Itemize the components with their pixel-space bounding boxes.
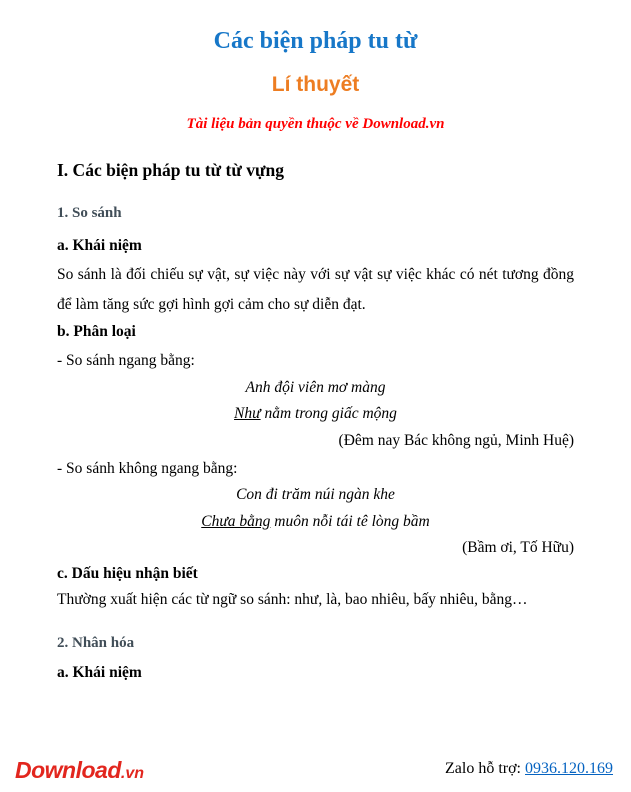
underlined-comparison-word: Chưa bằng — [201, 513, 271, 530]
page-footer — [0, 748, 631, 792]
verse-line: Anh đội viên mơ màng — [245, 379, 386, 396]
underlined-comparison-word: Như — [234, 405, 261, 422]
type-equal-comparison-label: - So sánh ngang bằng: — [57, 352, 195, 369]
copyright-notice: Tài liệu bản quyền thuộc về Download.vn — [186, 116, 445, 132]
zalo-support-line — [445, 758, 613, 780]
section-heading-lexical-devices: I. Các biện pháp tu từ từ vựng — [57, 160, 284, 180]
concept-paragraph: So sánh là đối chiếu sự vật, sự việc này với sự vật sự việc khác có nét tương đồng để làm tăng sức gợi hình gợi cảm cho sự diễn đạt. — [57, 266, 574, 313]
verse-attribution: (Bầm ơi, Tố Hữu) — [462, 539, 574, 556]
logo-domain-suffix: .vn — [120, 765, 145, 782]
logo-wordmark: Download — [15, 757, 121, 783]
type-unequal-comparison-label: - So sánh không ngang bằng: — [57, 460, 238, 477]
zalo-support-label: Zalo hỗ trợ: — [445, 760, 525, 777]
heading-recognition-signs: c. Dấu hiệu nhận biết — [57, 565, 198, 582]
heading-types: b. Phân loại — [57, 323, 136, 340]
verse-line — [57, 508, 574, 535]
verse-line-rest: nằm trong giấc mộng — [260, 405, 397, 422]
verse-attribution: (Đêm nay Bác không ngủ, Minh Huệ) — [338, 432, 574, 449]
zalo-support-phone-link[interactable]: 0936.120.169 — [525, 760, 613, 777]
verse-line-rest: muôn nỗi tái tê lòng bầm — [270, 513, 430, 530]
document-title: Các biện pháp tu từ — [213, 28, 418, 54]
document-subtitle: Lí thuyết — [271, 73, 360, 96]
heading-concept: a. Khái niệm — [57, 237, 142, 254]
download-vn-logo — [15, 757, 144, 784]
verse-line — [57, 401, 574, 427]
heading-so-sanh: 1. So sánh — [57, 205, 122, 221]
heading-concept-2: a. Khái niệm — [57, 664, 142, 681]
signs-paragraph: Thường xuất hiện các từ ngữ so sánh: như, là, bao nhiêu, bấy nhiêu, bằng… — [57, 591, 528, 608]
heading-nhan-hoa: 2. Nhân hóa — [57, 635, 135, 651]
verse-line: Con đi trăm núi ngàn khe — [236, 486, 395, 503]
